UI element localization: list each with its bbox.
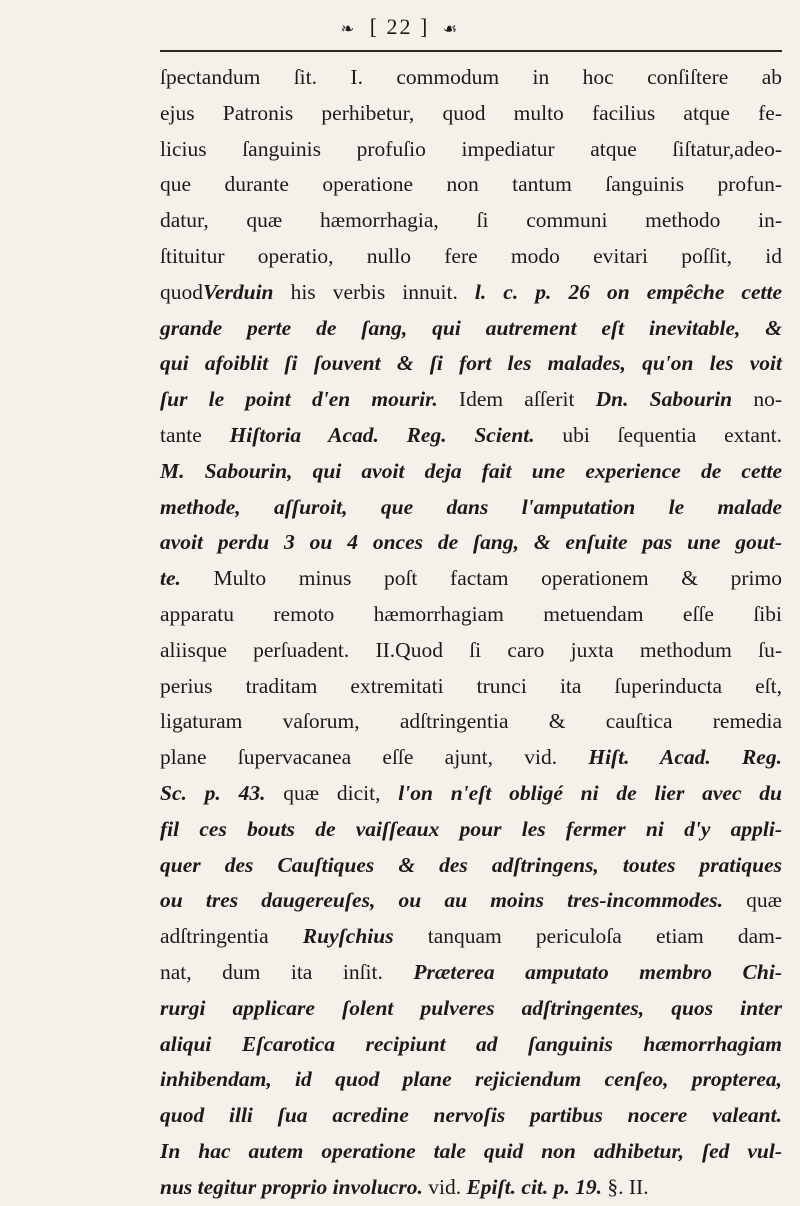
- italic-text: rurgi applicare ſolent pulveres adſtringentes, quos inter: [160, 995, 782, 1020]
- italic-text: Dn. Sabourin: [595, 387, 733, 412]
- text-line: [160, 203, 782, 239]
- roman-text: datur, quæ hæmorrhagia, ſi communi methodo in-: [160, 208, 782, 233]
- text-line: [160, 669, 782, 705]
- italic-text: avoit perdu 3 ou 4 onces de ſang, & enſuite pas une gout-: [160, 530, 782, 555]
- italic-text: methode, aſſuroit, que dans l'amputation le malade: [160, 494, 782, 519]
- page-number: [ 22 ]: [369, 14, 430, 39]
- italic-text: inhibendam, id quod plane rejiciendum cenſeo, propterea,: [160, 1067, 782, 1092]
- roman-text: tanquam periculoſa etiam dam-: [393, 924, 783, 949]
- text-line: [160, 704, 782, 740]
- page-header: [0, 14, 800, 40]
- roman-text: quæ dicit,: [265, 780, 399, 805]
- text-line: [160, 919, 782, 955]
- roman-text: his verbis innuit.: [273, 279, 475, 304]
- roman-text: §. II.: [602, 1174, 649, 1199]
- italic-text: aliqui Eſcarotica recipiunt ad ſanguinis hæmorrhagiam: [160, 1031, 782, 1056]
- italic-text: Hiſt. Acad. Reg.: [588, 745, 782, 770]
- roman-text: ejus Patronis perhibetur, quod multo facilius atque fe-: [160, 100, 782, 125]
- italic-text: nus tegitur proprio involucro.: [160, 1174, 423, 1199]
- roman-text: vid.: [422, 1174, 467, 1199]
- italic-text: qui afoiblit ſi ſouvent & ſi fort les malades, qu'on les voit: [160, 351, 782, 376]
- right-ornament-icon: ☙: [442, 21, 460, 38]
- text-line: [160, 454, 782, 490]
- text-line: [160, 597, 782, 633]
- roman-text: Idem aſſerit: [437, 387, 596, 412]
- italic-text: l'on n'eſt obligé ni de lier avec du: [398, 780, 782, 805]
- roman-text: nat, dum ita inſit.: [160, 959, 414, 984]
- italic-text: ſur le point d'en mourir.: [160, 387, 438, 412]
- italic-text: M. Sabourin, qui avoit deja fait une experience de cette: [160, 458, 782, 483]
- text-line: [160, 812, 782, 848]
- text-line: [160, 346, 782, 382]
- text-line: [160, 848, 782, 884]
- left-ornament-icon: ❧: [340, 21, 357, 38]
- roman-text: plane ſupervacanea eſſe ajunt, vid.: [160, 745, 589, 770]
- roman-text: no-: [732, 387, 782, 412]
- italic-text: quer des Cauſtiques & des adſtringens, toutes pratiques: [160, 852, 782, 877]
- text-line: [160, 1062, 782, 1098]
- roman-text: quod: [160, 279, 203, 304]
- roman-text: Multo minus poſt factam operationem & primo: [180, 566, 782, 591]
- roman-text: quæ: [723, 888, 782, 913]
- italic-text: l. c. p. 26 on empêche cette: [474, 279, 782, 304]
- text-line: [160, 1134, 782, 1170]
- italic-text: Ruyſchius: [302, 924, 394, 949]
- text-line: [160, 418, 782, 454]
- text-line: [160, 311, 782, 347]
- text-line: [160, 883, 782, 919]
- text-line: [160, 776, 782, 812]
- italic-text: Præterea amputato membro Chi-: [413, 959, 782, 984]
- roman-text: adſtringentia: [160, 924, 303, 949]
- text-line: [160, 525, 782, 561]
- roman-text: perius traditam extremitati trunci ita ſuperinducta eſt,: [160, 673, 782, 698]
- text-line: [160, 1027, 782, 1063]
- italic-text: fil ces bouts de vaiſſeaux pour les fermer ni d'y appli-: [160, 816, 782, 841]
- text-line: [160, 167, 782, 203]
- roman-text: aliisque perſuadent. II.Quod ſi caro juxta methodum ſu-: [160, 637, 782, 662]
- text-line: [160, 955, 782, 991]
- text-line: [160, 132, 782, 168]
- text-line: [160, 633, 782, 669]
- roman-text: ſtituitur operatio, nullo fere modo evitari poſſit, id: [160, 243, 782, 268]
- roman-text: apparatu remoto hæmorrhagiam metuendam eſſe ſibi: [160, 601, 782, 626]
- text-line: [160, 96, 782, 132]
- text-line: [160, 275, 782, 311]
- text-line: [160, 382, 782, 418]
- text-line: [160, 561, 782, 597]
- text-line: [160, 239, 782, 275]
- italic-text: Sc. p. 43.: [160, 780, 266, 805]
- text-line: [160, 60, 782, 96]
- text-line: [160, 1098, 782, 1134]
- roman-text: ligaturam vaſorum, adſtringentia & cauſtica remedia: [160, 709, 782, 734]
- body-text: [160, 60, 782, 1206]
- roman-text: tante: [160, 422, 230, 447]
- text-line: [160, 1170, 782, 1206]
- text-line: [160, 740, 782, 776]
- italic-text: ou tres daugereuſes, ou au moins tres-incommodes.: [160, 888, 723, 913]
- italic-text: quod illi ſua acredine nervoſis partibus nocere valeant.: [160, 1103, 782, 1128]
- text-line: [160, 490, 782, 526]
- italic-text: Epiſt. cit. p. 19.: [466, 1174, 603, 1199]
- italic-text: grande perte de ſang, qui autrement eſt inevitable, &: [160, 315, 782, 340]
- roman-text: licius ſanguinis profuſio impediatur atque ſiſtatur,adeo-: [160, 136, 782, 161]
- italic-text: Hiſtoria Acad. Reg. Scient.: [229, 422, 535, 447]
- text-line: [160, 991, 782, 1027]
- roman-text: ubi ſequentia extant.: [534, 422, 782, 447]
- italic-text: In hac autem operatione tale quid non adhibetur, ſed vul-: [160, 1138, 782, 1163]
- italic-text: Verduin: [203, 279, 274, 304]
- header-rule: [160, 50, 782, 52]
- roman-text: que durante operatione non tantum ſanguinis profun-: [160, 172, 782, 197]
- roman-text: ſpectandum ſit. I. commodum in hoc conſiſtere ab: [160, 65, 782, 89]
- italic-text: te.: [160, 566, 181, 591]
